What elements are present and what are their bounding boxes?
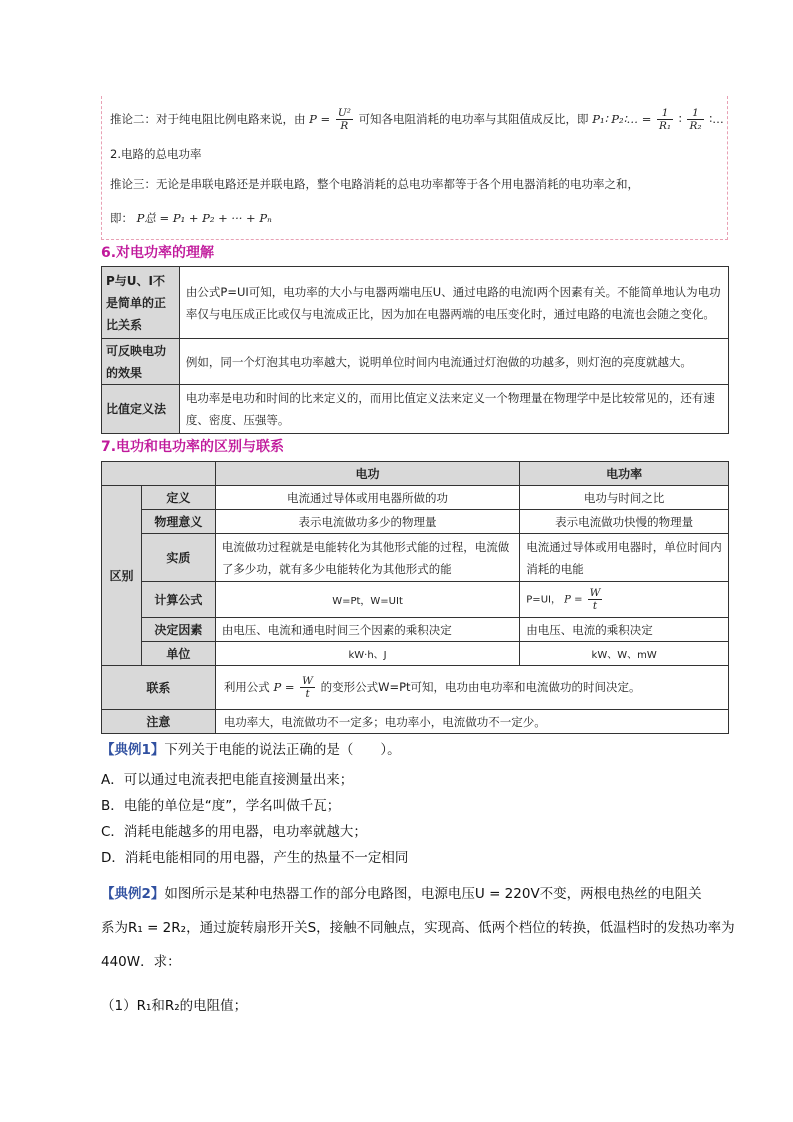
row-label: 实质 [141, 534, 215, 582]
table-row [102, 582, 729, 618]
total-power-heading: 2.电路的总电功率 [110, 147, 202, 161]
fraction-numerator: W [302, 675, 313, 687]
row-label-link: 联系 [102, 666, 216, 710]
power-cell: 电功与时间之比 [520, 486, 729, 510]
note-cell: 电功率大，电流做功不一定多；电功率小，电流做功不一定少。 [215, 710, 728, 734]
power-understanding-table [101, 266, 729, 434]
ratio-expression: P₁∶ P₂∶… = [592, 112, 652, 126]
fraction-denominator: R₂ [689, 120, 702, 132]
formula-prefix: 即： [110, 211, 133, 225]
section-6-title: 6.对电功率的理解 [101, 245, 215, 261]
link-cell [215, 666, 728, 710]
work-cell: 表示电流做功多少的物理量 [215, 510, 519, 534]
column-header-work: 电功 [215, 462, 519, 486]
fraction-numerator: 1 [657, 107, 673, 120]
work-cell: 电流通过导体或用电器所做的功 [215, 486, 519, 510]
table-header-row [102, 462, 729, 486]
power-formula-text: P=UI， [526, 594, 561, 606]
table-row [102, 642, 729, 666]
work-cell: kW·h、J [215, 642, 519, 666]
fraction-1-r1 [657, 107, 673, 132]
example-2-line-2: 系为R₁ = 2R₂，通过旋转扇形开关S，接触不同触点，实现高、低两个档位的转换，低温档时的发热功率为 [101, 920, 735, 936]
corollary-three: 推论三：无论是串联电路还是并联电路，整个电路消耗的总电功率都等于各个用电器消耗的电功率之和， [110, 177, 639, 191]
row-content: 例如，同一个灯泡其电功率越大，说明单位时间内电流通过灯泡做的功越多，则灯泡的亮度就越大。 [179, 339, 728, 385]
corollary-two: 推论二：对于纯电阻比例电路来说，由 P = $\frac{\text{U²}}{R}$ 可知各电阻消耗的电功率与其阻值成反比，即 P₁∶ P₂∶… = $\frac{1}{\text{R₁}}$ ∶ $\frac{1}{\text{R₂}}$ ∶… [110, 107, 724, 132]
example-1-tag: 【典例1】 [101, 742, 165, 758]
fraction-denominator: R₁ [659, 120, 672, 132]
blank-header [102, 462, 216, 486]
row-content: 由公式P=UI可知，电功率的大小与电器两端电压U、通过电路的电流I两个因素有关。不能简单地认为电功率仅与电压成正比或仅与电流成正比，因为加在电器两端的电压变化时，通过电路的电流也会随之变化。 [179, 267, 728, 339]
corollary-three-formula [110, 212, 272, 226]
table-row [102, 385, 729, 434]
power-cell: kW、W、mW [520, 642, 729, 666]
work-cell: 由电压、电流和通电时间三个因素的乘积决定 [215, 618, 519, 642]
example-2-tag: 【典例2】 [101, 886, 165, 902]
row-label: 物理意义 [141, 510, 215, 534]
example-1-text: 下列关于电能的说法正确的是（ ）。 [164, 742, 401, 758]
example-2-line-1 [101, 882, 702, 902]
fraction-denominator: t [305, 688, 310, 700]
fraction-numerator: 1 [687, 107, 703, 120]
formula-p: P = [309, 112, 331, 126]
fraction-w-t [588, 587, 603, 612]
fraction-denominator: t [592, 600, 598, 612]
fraction-w-t [300, 675, 315, 700]
row-header: P与U、I不是简单的正比关系 [102, 267, 180, 339]
option-b: B．电能的单位是“度”，学名叫做千瓦； [101, 798, 341, 814]
row-header: 比值定义法 [102, 385, 180, 434]
link-text-pre: 利用公式 [223, 680, 270, 694]
corollary-box [101, 96, 728, 240]
row-label: 定义 [141, 486, 215, 510]
table-row [102, 618, 729, 642]
table-row [102, 510, 729, 534]
table-row [102, 666, 729, 710]
example-1-question [101, 738, 401, 758]
table-row [102, 710, 729, 734]
row-label: 计算公式 [141, 582, 215, 618]
formula-p: P = [273, 680, 295, 694]
power-cell: 由电压、电流的乘积决定 [520, 618, 729, 642]
table-row [102, 534, 729, 582]
total-power-formula: P总 = P₁ + P₂ + ··· + Pₙ [136, 211, 272, 225]
formula-p: P = [564, 594, 583, 606]
work-power-comparison-table [101, 461, 729, 734]
corollary-two-text: 推论二：对于纯电阻比例电路来说，由 [110, 112, 306, 126]
row-label-note: 注意 [102, 710, 216, 734]
group-label-difference: 区别 [102, 486, 142, 666]
example-2-text-1: 如图所示是某种电热器工作的部分电路图，电源电压U = 220V不变，两根电热丝的电阻关 [164, 886, 702, 902]
column-header-power: 电功率 [520, 462, 729, 486]
fraction-numerator: U² [337, 107, 351, 119]
table-row [102, 267, 729, 339]
fraction-denominator: R [340, 120, 349, 132]
option-c: C．消耗电能越多的用电器，电功率就越大； [101, 824, 367, 840]
row-label: 决定因素 [141, 618, 215, 642]
work-cell: 电流做功过程就是电能转化为其他形式能的过程，电流做了多少功，就有多少电能转化为其他形式的能 [215, 534, 519, 582]
option-d: D．消耗电能相同的用电器，产生的热量不一定相同 [101, 850, 409, 866]
ratio-end: ∶… [709, 112, 724, 126]
option-a: A．可以通过电流表把电能直接测量出来； [101, 772, 354, 788]
power-cell [520, 582, 729, 618]
fraction-u2-r [336, 107, 353, 132]
example-2-line-3: 440W．求： [101, 954, 181, 970]
section-7-title: 7.电功和电功率的区别与联系 [101, 439, 285, 455]
row-content: 电功率是电功和时间的比来定义的，而用比值定义法来定义一个物理量在物理学中是比较常见的，还有速度、密度、压强等。 [179, 385, 728, 434]
example-2-question-1: （1）R₁和R₂的电阻值； [101, 998, 248, 1014]
row-label: 单位 [141, 642, 215, 666]
work-cell: W=Pt，W=UIt [215, 582, 519, 618]
fraction-numerator: W [589, 587, 601, 599]
power-cell: 表示电流做功快慢的物理量 [520, 510, 729, 534]
row-header: 可反映电功的效果 [102, 339, 180, 385]
link-text-post: 的变形公式W=Pt可知，电功由电功率和电流做功的时间决定。 [320, 680, 641, 694]
corollary-two-mid: 可知各电阻消耗的电功率与其阻值成反比，即 [358, 112, 589, 126]
power-cell: 电流通过导体或用电器时，单位时间内消耗的电能 [520, 534, 729, 582]
fraction-1-r2 [687, 107, 703, 132]
table-row [102, 486, 729, 510]
table-row [102, 339, 729, 385]
